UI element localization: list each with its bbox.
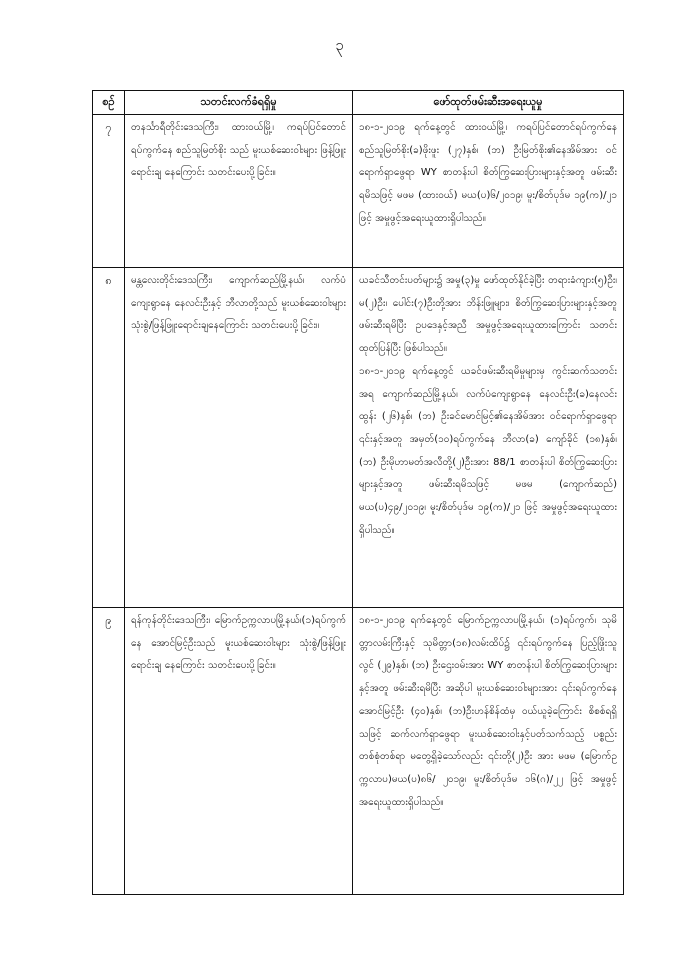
action-paragraph: ယခင်သီတင်းပတ်များ၌ အမှု(၃)မှု ဖော်ထုတ်နိုင်ခဲ့ပြီး တရားခံကျား(၅)ဦး၊ မ(၂)ဦး၊ ပေါင်း(၇)ဦးတို့အား ဘိန်းဖြူများ၊ စိတ်ကြွဆေးပြားများနှင့်အတူ ဖမ်းဆီးရမိပြီး ဥပဒေနှင့်အညီ အမှုဖွင့်အရေးယူထားကြောင်း သတင်းထုတ်ပြန်ပြီး ဖြစ်ပါသည်။ (359, 275, 617, 355)
report-table (92, 90, 624, 895)
row-number: ၈ (93, 268, 125, 608)
info-received-cell: ရန်ကုန်တိုင်းဒေသကြီး၊ မြောက်ဥက္ကလာပမြို့နယ်၊(၁)ရပ်ကွက်နေ အောင်မြင့်ဦးသည် မူးယစ်ဆေးဝါးများ သုံးစွဲ/ဖြန့်ဖြူးရောင်းချ နေကြောင်း သတင်းပေးပို့ခြင်း။ (125, 608, 353, 895)
info-received-cell: တနင်္သာရီတိုင်းဒေသကြီး၊ ထားဝယ်မြို့၊ ကရပ်ပြင်တောင်ရပ်ကွက်နေ စည်သူမြတ်စိုး သည် မူးယစ်ဆေးဝါးများ ဖြန့်ဖြူးရောင်းချ နေကြောင်း သတင်းပေးပို့ခြင်း။ (125, 115, 353, 268)
row-number: ၇ (93, 115, 125, 268)
header-action-taken: ဖော်ထုတ်ဖမ်းဆီးအရေးယူမှု (353, 91, 624, 115)
page-number: ၃ (335, 36, 344, 54)
action-taken-cell (353, 608, 624, 895)
table-row (93, 608, 624, 895)
row-number: ၉ (93, 608, 125, 895)
action-paragraph: ၁၈-၁-၂၀၁၉ ရက်နေ့တွင် မြောက်ဥက္ကလာပမြို့နယ်၊ (၁)ရပ်ကွက်၊ သုမိတ္တာလမ်းကြီးနှင့် သုမိတ္တာ(၁၈)လမ်းထိပ်၌ ၎င်းရပ်ကွက်နေ ပြည့်ဖြိုးသူလွင် (၂၉)နှစ်၊ (ဘ) ဦးဌေးဝမ်းအား WY စာတန်းပါ စိတ်ကြွဆေးပြားများနှင့်အတူ ဖမ်းဆီးရမိပြီး အဆိုပါ မူးယစ်ဆေးဝါးများအား ၎င်းရပ်ကွက်နေ အောင်မြင့်ဦး (၄၀)နှစ်၊ (ဘ)ဦးဟန်စိန်ထံမှ ဝယ်ယူခဲ့ကြောင်း စိစစ်ရရှိသဖြင့် ဆက်လက်ရှာဖွေရာ မူးယစ်ဆေးဝါးနှင့်ပတ်သက်သည့် ပစ္စည်းတစ်စုံတစ်ရာ မတွေ့ရှိခဲ့သော်လည်း ၎င်းတို့(၂)ဦး အား မဖမ (မြောက်ဥက္ကလာပ)မယ(ပ)၈၆/ ၂၀၁၉၊ မူး/စိတ်ပုဒ်မ ၁၆(ဂ)/၂၂ ဖြင့် အမှုဖွင့်အရေးယူထားရှိပါသည်။ (359, 615, 617, 808)
action-taken-cell (353, 115, 624, 268)
table-row (93, 268, 624, 608)
header-no: စဉ် (93, 91, 125, 115)
action-paragraph: ၁၈-၁-၂၀၁၉ ရက်နေ့တွင် ထားဝယ်မြို့၊ ကရပ်ပြင်တောင်ရပ်ကွက်နေ စည်သူမြတ်စိုး(ခ)ဖိုးဖူး (၂၇)နှစ်၊ (ဘ) ဦးမြတ်စိုး၏နေအိမ်အား ဝင်ရောက်ရှာဖွေရာ WY စာတန်းပါ စိတ်ကြွဆေးပြားများနှင့်အတူ ဖမ်းဆီးရမိသဖြင့် မဖမ (ထားဝယ်) မယ(ပ)၆/၂၀၁၉၊ မူး/စိတ်ပုဒ်မ ၁၉(က)/၂၁ ဖြင့် အမှုဖွင့်အရေးယူထားရှိပါသည်။ (359, 122, 617, 224)
action-paragraph: ၁၈-၁-၂၀၁၉ ရက်နေ့တွင် ယခင်ဖမ်းဆီးရမိမှုများမှ ကွင်းဆက်သတင်းအရ ကျောက်ဆည်မြို့နယ်၊ လက်ပံကျေးရွာနေ နေလင်းဦး(ခ)နေလင်းထွန်း (၂၆)နှစ်၊ (ဘ) ဦးခင်မောင်မြင့်၏နေအိမ်အား ဝင်ရောက်ရှာဖွေရာ ၎င်းနှင့်အတူ အမှတ်(၁၀)ရပ်ကွက်နေ ဘီလာ(ခ) ကျော်ခိုင် (၁၈)နှစ်၊ (ဘ) ဦးမိုဟာမတ်အလီတို့(၂)ဦးအား 88/1 စာတန်းပါ စိတ်ကြွဆေးပြားများနှင့်အတူ ဖမ်းဆီးရမိသဖြင့် မဖမ (ကျောက်ဆည်) မယ(ပ)၄၉/၂၀၁၉၊ မူး/စိတ်ပုဒ်မ ၁၉(က)/၂၁ ဖြင့် အမှုဖွင့်အရေးယူထားရှိပါသည်။ (359, 365, 617, 536)
header-info-received: သတင်းလက်ခံရရှိမှု (125, 91, 353, 115)
table-row (93, 115, 624, 268)
info-received-cell: မန္တလေးတိုင်းဒေသကြီး၊ ကျောက်ဆည်မြို့နယ်၊ လက်ပံကျေးရွာနေ နေလင်းဦးနှင့် ဘီလာတို့သည် မူးယစ်ဆေးဝါးများ သုံးစွဲ/ဖြန့်ဖြူးရောင်းချနေကြောင်း သတင်းပေးပို့ခြင်း။ (125, 268, 353, 608)
table-header-row (93, 91, 624, 115)
action-taken-cell (353, 268, 624, 608)
